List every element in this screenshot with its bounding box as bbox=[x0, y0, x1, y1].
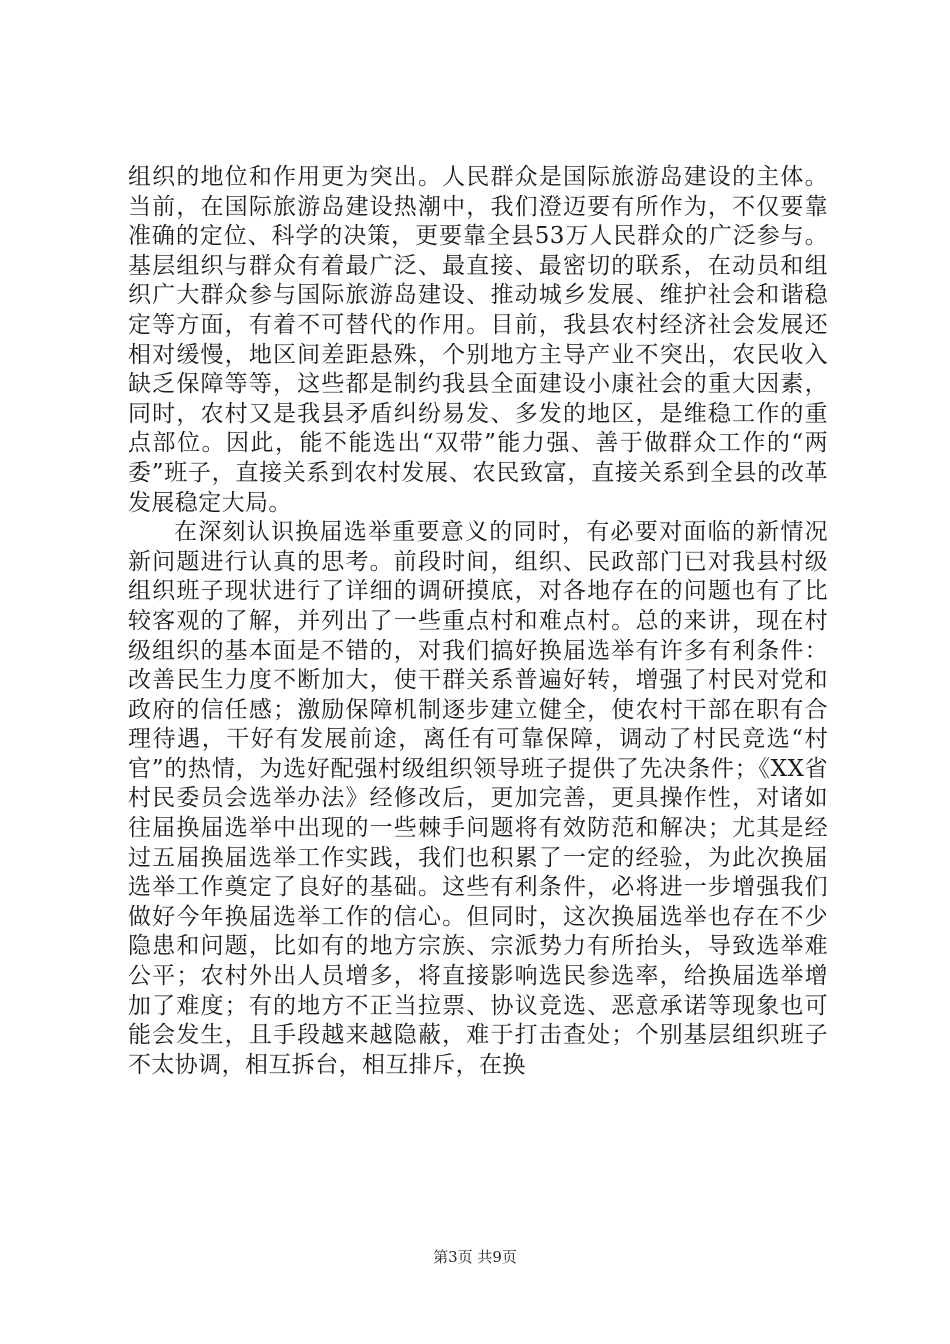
paragraph-continued: 组织的地位和作用更为突出。人民群众是国际旅游岛建设的主体。当前，在国际旅游岛建设热潮中，我们澄迈要有所作为，不仅要靠准确的定位、科学的决策，更要靠全县53万人民群众的广泛参与。基层组织与群众有着最广泛、最直接、最密切的联系，在动员和组织广大群众参与国际旅游岛建设、推动城乡发展、维护社会和谐稳定等方面，有着不可替代的作用。目前，我县农村经济社会发展还相对缓慢，地区间差距悬殊，个别地方主导产业不突出，农民收入缺乏保障等等，这些都是制约我县全面建设小康社会的重大因素，同时，农村又是我县矛盾纠纷易发、多发的地区，是维稳工作的重点部位。因此，能不能选出“双带”能力强、善于做群众工作的“两委”班子，直接关系到农村发展、农民致富，直接关系到全县的改革发展稳定大局。 bbox=[128, 164, 828, 516]
page-number-footer: 第3页 共9页 bbox=[433, 1248, 517, 1266]
paragraph: 在深刻认识换届选举重要意义的同时，有必要对面临的新情况新问题进行认真的思考。前段时间，组织、民政部门已对我县村级组织班子现状进行了详细的调研摸底，对各地存在的问题也有了比较客观的了解，并列出了一些重点村和难点村。总的来讲，现在村级组织的基本面是不错的，对我们搞好换届选举有许多有利条件：改善民生力度不断加大，使干群关系普遍好转，增强了村民对党和政府的信任感；激励保障机制逐步建立健全，使农村干部在职有合理待遇，干好有发展前途，离任有可靠保障，调动了村民竞选“村官”的热情，为选好配强村级组织领导班子提供了先决条件；《XX省村民委员会选举办法》经修改后，更加完善，更具操作性，对诸如往届换届选举中出现的一些棘手问题将有效防范和解决；尤其是经过五届换届选举工作实践，我们也积累了一定的经验，为此次换届选举工作奠定了良好的基础。这些有利条件，必将进一步增强我们做好今年换届选举工作的信心。但同时，这次换届选举也存在不少隐患和问题，比如有的地方宗族、宗派势力有所抬头，导致选举难公平；农村外出人员增多，将直接影响选民参选率，给换届选举增加了难度；有的地方不正当拉票、协议竞选、恶意承诺等现象也可能会发生，且手段越来越隐蔽，难于打击查处；个别基层组织班子不太协调，相互拆台，相互排斥，在换 bbox=[128, 519, 828, 1078]
body-text bbox=[128, 163, 828, 1080]
